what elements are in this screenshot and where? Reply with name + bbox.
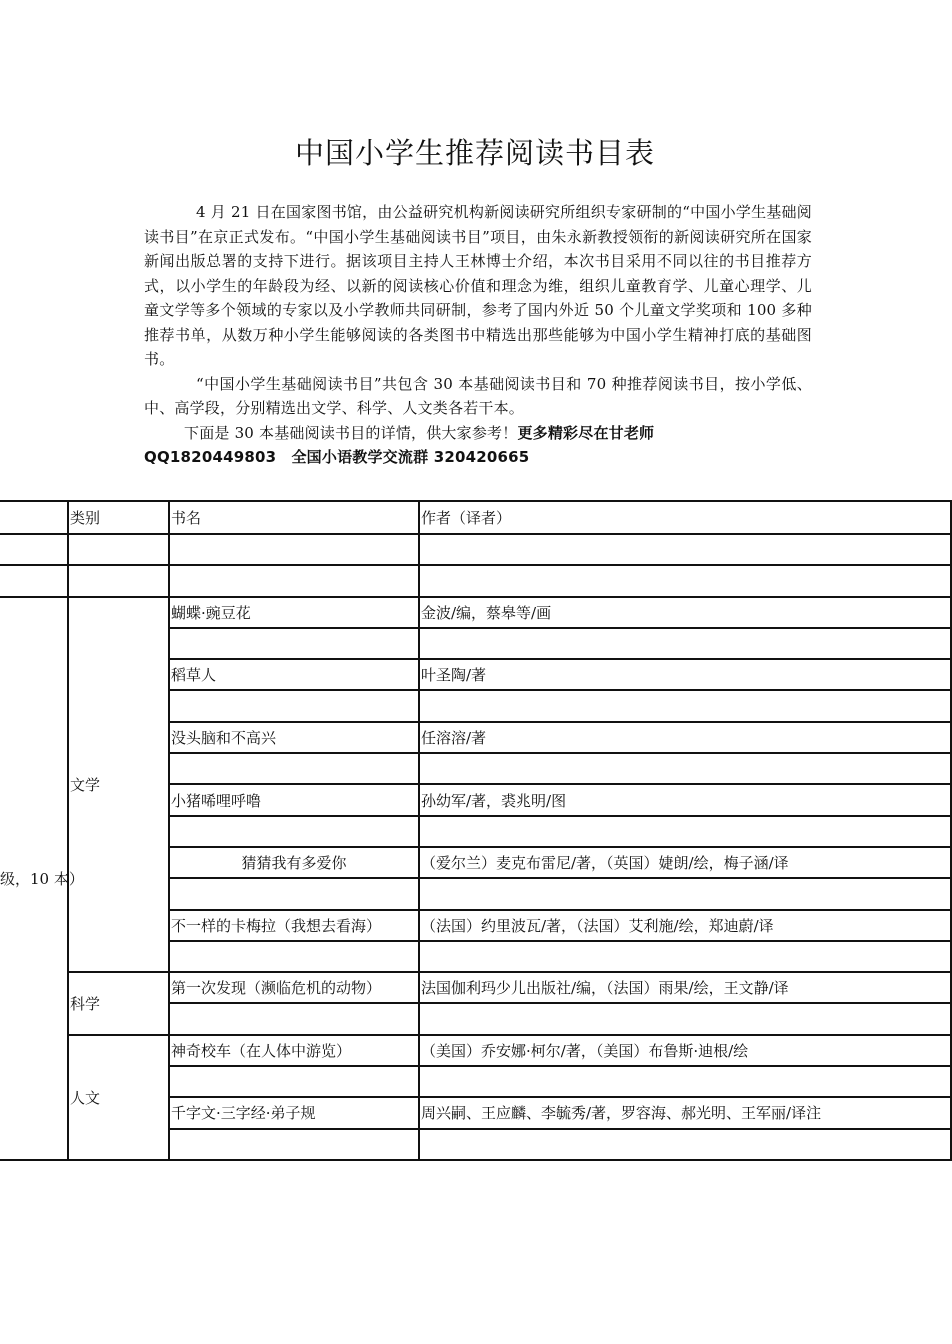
book-author: 周兴嗣、王应麟、李毓秀/著，罗容海、郝光明、王军丽/译注 — [419, 1097, 951, 1128]
book-author: 孙幼军/著，裘兆明/图 — [419, 784, 951, 815]
book-author: 任溶溶/著 — [419, 722, 951, 753]
table-row — [0, 597, 951, 628]
author-header: 作者（译者） — [419, 501, 951, 534]
book-table — [0, 500, 952, 1161]
book-title: 蝴蝶·豌豆花 — [169, 597, 419, 628]
book-author: 叶圣陶/著 — [419, 659, 951, 690]
book-title: 千字文·三字经·弟子规 — [169, 1097, 419, 1128]
page-title: 中国小学生推荐阅读书目表 — [294, 136, 655, 170]
book-author: （美国）乔安娜·柯尔/著，（美国）布鲁斯·迪根/绘 — [419, 1035, 951, 1066]
category-cell-science: 科学 — [68, 972, 169, 1035]
grade-header-cell — [0, 501, 68, 534]
table-row — [0, 972, 951, 1003]
book-title: 猜猜我有多爱你 — [169, 847, 419, 878]
book-title: 没头脑和不高兴 — [169, 722, 419, 753]
intro-paragraph-3 — [144, 421, 812, 446]
book-title: 不一样的卡梅拉（我想去看海） — [169, 910, 419, 941]
intro-promo-text: 更多精彩尽在甘老师 — [517, 423, 655, 442]
intro-paragraph-2: “中国小学生基础阅读书目”共包含 30 本基础阅读书目和 70 种推荐阅读书目，按小学低、中、高学段，分别精选出文学、科学、人文类各若干本。 — [144, 374, 812, 417]
category-cell-literature: 文学 — [68, 597, 169, 973]
category-cell-humanities: 人文 — [68, 1035, 169, 1160]
book-author: （爱尔兰）麦克布雷尼/著，（英国）婕朗/绘，梅子涵/译 — [419, 847, 951, 878]
grade-cell: 级，10 本） — [0, 597, 68, 1160]
book-author: （法国）约里波瓦/著，（法国）艾利施/绘，郑迪蔚/译 — [419, 910, 951, 941]
contact-line: QQ1820449803 全国小语教学交流群 320420665 — [144, 448, 530, 466]
table-header-row — [0, 501, 951, 534]
book-title: 小猪唏哩呼噜 — [169, 784, 419, 815]
table-row-empty — [0, 565, 951, 596]
intro-paragraph-1: 4 月 21 日在国家图书馆，由公益研究机构新阅读研究所组织专家研制的“中国小学生基础阅读书目”在京正式发布。“中国小学生基础阅读书目”项目，由朱永新教授领衔的新阅读研究所在国家新闻出版总署的支持下进行。据该项目主持人王林博士介绍，本次书目采用不同以往的书目推荐方式，以小学生的年龄段为经、以新的阅读核心价值和理念为维，组织儿童教育学、儿童心理学、儿童文学等多个领域的专家以及小学教师共同研制，参考了国内外近 50 个儿童文学奖项和 100 多种推荐书单，从数万种小学生能够阅读的各类图书中精选出那些能够为中国小学生精神打底的基础图书。 — [144, 203, 812, 368]
book-title: 第一次发现（濒临危机的动物） — [169, 972, 419, 1003]
book-title: 神奇校车（在人体中游览） — [169, 1035, 419, 1066]
title-header: 书名 — [169, 501, 419, 534]
intro-paragraph-3-text: 下面是 30 本基础阅读书目的详情，供大家参考！ — [184, 423, 518, 442]
book-author: 金波/编，蔡皋等/画 — [419, 597, 951, 628]
table-row — [0, 1035, 951, 1066]
book-author: 法国伽利玛少儿出版社/编，（法国）雨果/绘，王文静/译 — [419, 972, 951, 1003]
table-row-empty — [0, 534, 951, 565]
intro-text — [144, 200, 812, 470]
category-header: 类别 — [68, 501, 169, 534]
book-title: 稻草人 — [169, 659, 419, 690]
